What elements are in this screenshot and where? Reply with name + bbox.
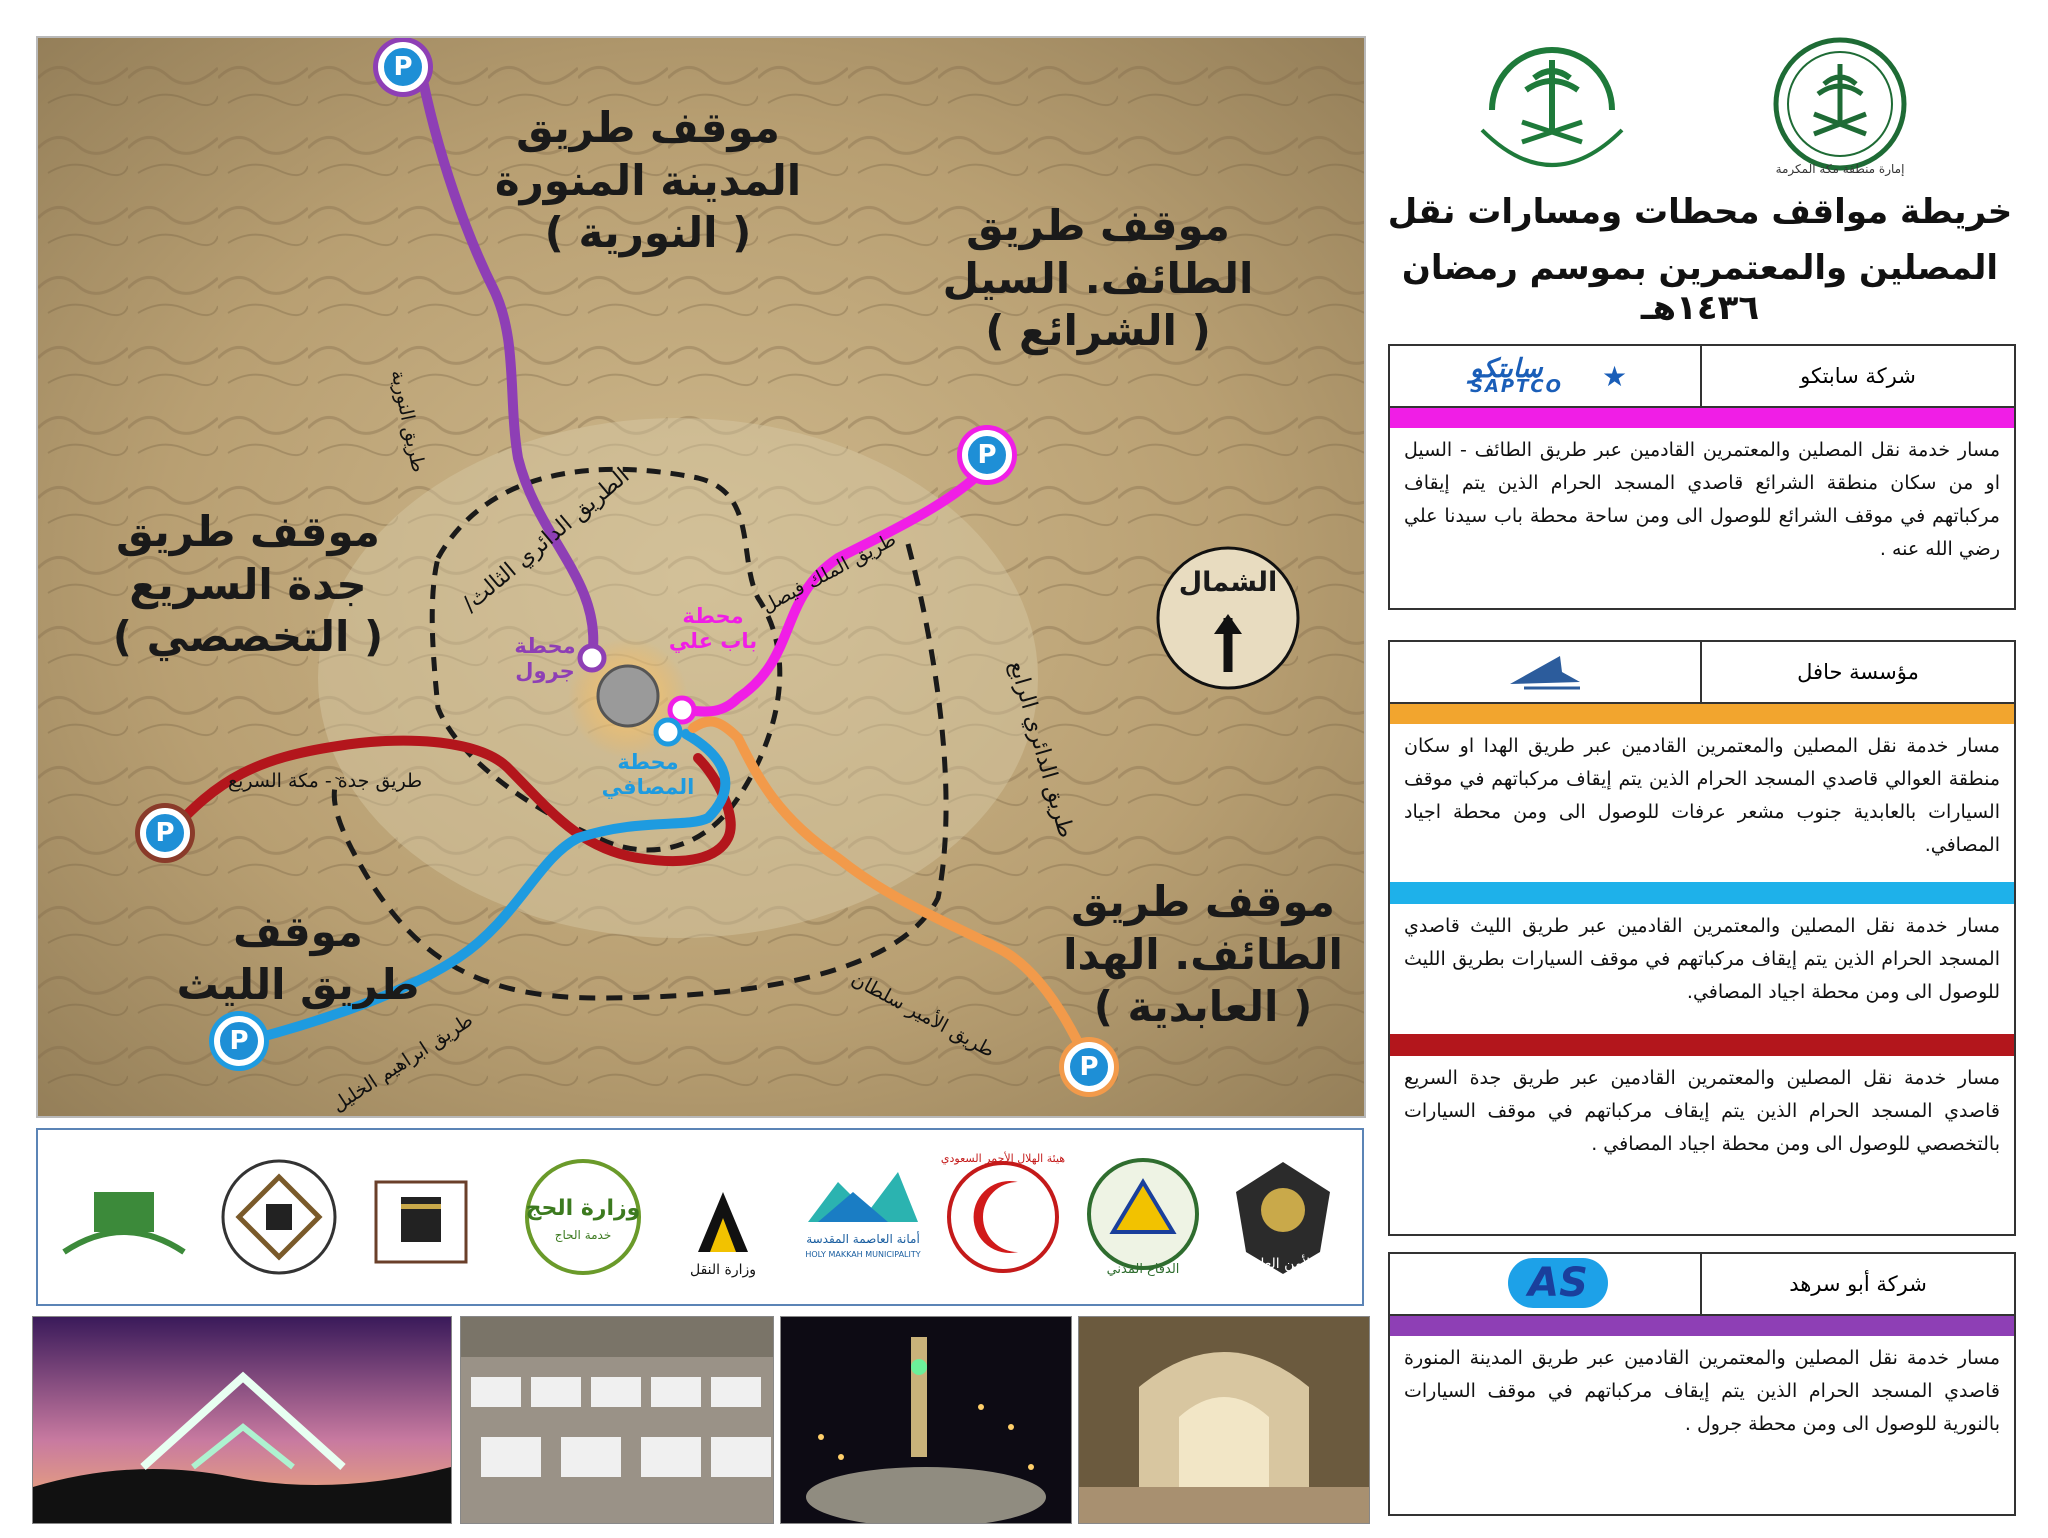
road-label-third-ring: الطريق الدائري الثالث/ xyxy=(458,463,635,618)
station-line: المصافي xyxy=(601,775,695,800)
route-description: مسار خدمة نقل المصلين والمعتمرين القادمين عبر طريق الطائف - السيل او من سكان منطقة الشرائع قاصدي المسجد الحرام الذين يتم إيقاف مركباتهم في موقف الشرائع للوصول الى ومن ساحة محطة باب سيدنا علي رضي الله عنه . xyxy=(1404,439,2000,560)
station-line: جرول xyxy=(515,659,575,684)
road-label-prince-sultan: طريق الأمير سلطان xyxy=(847,968,999,1063)
hafil-bus-icon xyxy=(1390,642,1700,702)
station-line: محطة xyxy=(617,750,679,774)
company-box-hafil xyxy=(1388,640,2016,1236)
makkah-night-photo xyxy=(780,1316,1072,1524)
hajj-transport-authority-logo xyxy=(1452,30,1652,190)
logo-subcaption: HOLY MAKKAH MUNICIPALITY xyxy=(805,1250,921,1259)
label-taif-sail-parking xyxy=(918,200,1278,358)
cars-syndicate-logo xyxy=(54,1152,184,1282)
label-line: موقف طريق xyxy=(1071,877,1335,926)
haram-interior-photo xyxy=(1078,1316,1370,1524)
parking-marker-taif-hada[interactable]: P xyxy=(1064,1042,1114,1092)
label-line: جدة السريع xyxy=(129,559,367,609)
logo-caption: وزارة النقل xyxy=(689,1262,757,1278)
north-label: الشمال xyxy=(1178,567,1278,598)
hafil-logo xyxy=(1390,642,1700,702)
label-line: موقف طريق xyxy=(516,103,780,152)
page-title-line-1: خريطة مواقف محطات ومسارات نقل xyxy=(1387,192,2013,232)
logo-caption: أمانة العاصمة المقدسة xyxy=(806,1232,920,1246)
civil-defense-logo xyxy=(1078,1152,1208,1282)
parking-marker-madinah[interactable]: P xyxy=(378,42,428,92)
parking-marker-taif-sail[interactable]: P xyxy=(962,430,1012,480)
ministry-transport-logo xyxy=(658,1152,788,1282)
label-line: المدينة المنورة xyxy=(494,155,802,205)
station-line: محطة xyxy=(514,634,576,658)
makkah-gate-photo xyxy=(32,1316,452,1524)
label-line: ( العابدية ) xyxy=(1093,982,1313,1031)
company-header xyxy=(1390,642,2014,704)
saptco-logo xyxy=(1390,346,1700,406)
company-box-abu-sarhad xyxy=(1388,1252,2016,1516)
logo-caption: وزارة الحج xyxy=(525,1196,641,1221)
road-label-fourth-ring: طريق الدائري الرابع xyxy=(1003,658,1079,841)
label-laith-parking xyxy=(148,906,448,1011)
route-map xyxy=(36,36,1366,1118)
company-name: مؤسسة حافل xyxy=(1700,642,2014,702)
makkah-emirate-logo xyxy=(1760,34,1920,184)
label-line: ( الشرائع ) xyxy=(985,306,1211,355)
saptco-logo-sub: SAPTCO xyxy=(1470,376,1563,397)
route-color-stripe-red xyxy=(1390,1034,2014,1056)
station-label-bab-ali xyxy=(658,604,768,654)
star-icon: ★ xyxy=(1602,360,1628,393)
station-label-jarwal xyxy=(490,634,600,684)
label-taif-hada-parking xyxy=(1038,876,1366,1034)
haram-icon xyxy=(598,666,658,726)
station-label-masafi xyxy=(588,750,708,800)
route-color-stripe-blue xyxy=(1390,882,2014,904)
route-description: مسار خدمة نقل المصلين والمعتمرين القادمين عبر طريق المدينة المنورة قاصدي المسجد الحرام الذين يتم إيقاف مركباتهم في موقف السيارات بالنورية للوصول الى ومن محطة جرول . xyxy=(1404,1347,2000,1435)
bab-ali-station-marker[interactable] xyxy=(670,698,694,722)
abu-sarhad-logo xyxy=(1390,1254,1700,1314)
saptco-logo-text: سابتكو xyxy=(1470,354,1543,384)
label-line: ( التخصصي ) xyxy=(112,612,384,661)
emirate-caption: إمارة منطقة مكة المكرمة xyxy=(1775,162,1905,176)
label-line: موقف xyxy=(233,907,363,956)
label-line: الطائف. الهدا xyxy=(1063,929,1343,979)
logo-subcaption: خدمة الحاج xyxy=(554,1228,612,1242)
logo-caption: هيئة الهلال الأحمر السعودي xyxy=(940,1152,1066,1165)
company-name: شركة سابتكو xyxy=(1700,346,2014,406)
station-line: محطة xyxy=(682,604,744,628)
hajj-research-institute-logo xyxy=(214,1152,344,1282)
company-header xyxy=(1390,1254,2014,1316)
route-color-stripe-orange xyxy=(1390,704,2014,724)
road-label-jeddah-makkah: طريق جدة - مكة السريع xyxy=(228,770,423,792)
parking-marker-laith[interactable]: P xyxy=(214,1016,264,1066)
company-header xyxy=(1390,346,2014,408)
label-jeddah-parking xyxy=(68,506,428,664)
haram-affairs-logo xyxy=(356,1152,486,1282)
label-line: موقف طريق xyxy=(116,507,380,556)
logo-caption: الأمن العام xyxy=(1251,1256,1315,1272)
road-label-nouria: طريق النورية xyxy=(386,368,430,475)
logo-caption: الدفاع المدني xyxy=(1106,1262,1180,1277)
partner-logos-bar xyxy=(36,1128,1364,1306)
label-madinah-parking xyxy=(478,102,818,260)
company-box-saptco xyxy=(1388,344,2016,610)
route-description: مسار خدمة نقل المصلين والمعتمرين القادمين عبر طريق جدة السريع قاصدي المسجد الحرام الذين يتم إيقاف مركباتهم في موقف السيارات بالتخصصي للوصول الى ومن محطة اجياد المصافي . xyxy=(1404,1067,2000,1155)
label-line: ( النورية ) xyxy=(544,208,752,257)
road-label-ibrahim: طريق ابراهيم الخليل xyxy=(328,1009,477,1117)
route-color-stripe-purple xyxy=(1390,1316,2014,1336)
route-description: مسار خدمة نقل المصلين والمعتمرين القادمين عبر طريق الهدا او سكان منطقة العوالي قاصدي المسجد الحرام الذين يتم إيقاف مركباتهم في موقف السيارات بالعابدية جنوب مشعر عرفات للوصول الى ومن محطة اجياد المصافي. xyxy=(1404,735,2000,856)
public-security-logo xyxy=(1218,1152,1348,1282)
route-color-stripe-magenta xyxy=(1390,408,2014,428)
parking-lot-photo xyxy=(460,1316,774,1524)
road-label-king-faisal: طريق الملك فيصل xyxy=(758,528,900,618)
municipality-logo xyxy=(798,1152,928,1282)
ministry-hajj-logo xyxy=(518,1152,648,1282)
parking-marker-jeddah[interactable]: P xyxy=(140,808,190,858)
route-description: مسار خدمة نقل المصلين والمعتمرين القادمين عبر طريق الليث قاصدي المسجد الحرام الذين يتم إيقاف مركباتهم في موقف السيارات بطريق الليث للوصول الى ومن محطة اجياد المصافي. xyxy=(1404,915,2000,1003)
page-title-line-2: المصلين والمعتمرين بموسم رمضان ١٤٣٦هـ xyxy=(1401,248,1999,328)
masafi-station-marker[interactable] xyxy=(656,720,680,744)
red-crescent-logo xyxy=(938,1152,1068,1282)
label-line: موقف طريق xyxy=(966,201,1230,250)
label-line: الطائف. السيل xyxy=(942,253,1254,303)
label-line: طريق الليث xyxy=(176,959,420,1009)
abu-sarhad-logo-text: AS xyxy=(1508,1258,1608,1308)
company-name: شركة أبو سرهد xyxy=(1700,1254,2014,1314)
station-line: باب علي xyxy=(668,629,758,654)
